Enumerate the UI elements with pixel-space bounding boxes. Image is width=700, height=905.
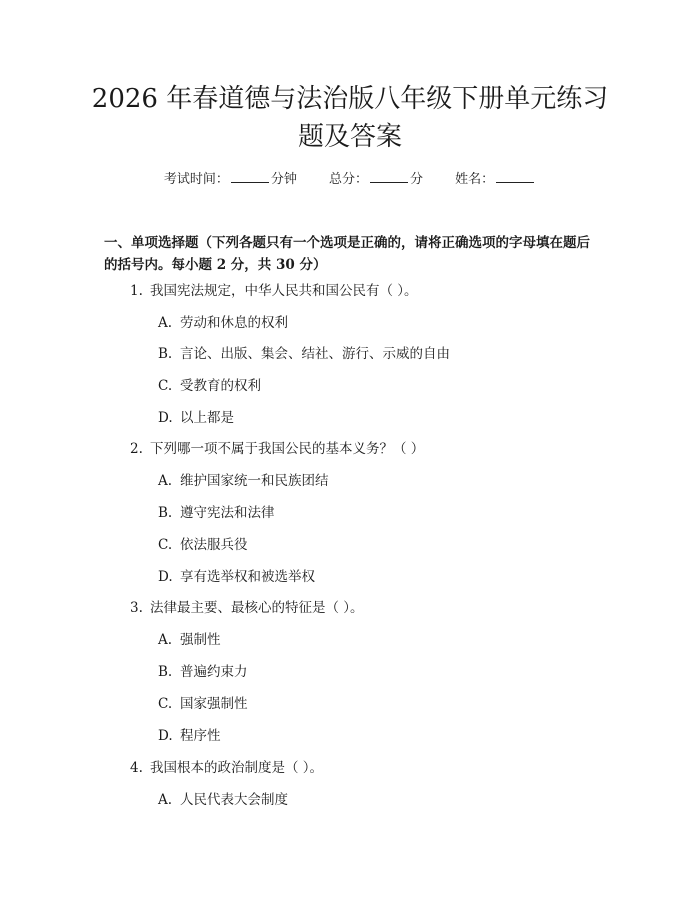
student-name bbox=[455, 172, 536, 187]
option-text: 依法服兵役 bbox=[180, 537, 248, 553]
question-3-option-d bbox=[158, 727, 221, 745]
question-4-option-a bbox=[158, 791, 288, 809]
option-text: 享有选举权和被选举权 bbox=[180, 569, 315, 585]
student-name-blank bbox=[496, 170, 534, 183]
option-letter: D. bbox=[158, 410, 173, 426]
option-text: 遵守宪法和法律 bbox=[180, 505, 275, 521]
option-letter: D. bbox=[158, 728, 173, 744]
question-text: 法律最主要、最核心的特征是（ ）。 bbox=[150, 600, 364, 616]
question-3-option-b bbox=[158, 663, 248, 681]
option-text: 程序性 bbox=[180, 728, 221, 744]
option-text: 维护国家统一和民族团结 bbox=[180, 473, 329, 489]
exam-time-unit: 分钟 bbox=[270, 172, 297, 187]
question-number: 4. bbox=[130, 760, 143, 776]
question-1-option-d bbox=[158, 409, 234, 427]
option-letter: C. bbox=[158, 696, 173, 712]
question-1-option-c bbox=[158, 377, 261, 395]
question-2 bbox=[130, 440, 424, 458]
question-2-option-c bbox=[158, 536, 248, 554]
student-name-label: 姓名： bbox=[455, 172, 495, 187]
option-text: 言论、出版、集会、结社、游行、示威的自由 bbox=[180, 346, 450, 362]
option-text: 国家强制性 bbox=[180, 696, 248, 712]
total-score-unit: 分 bbox=[410, 172, 424, 187]
question-text: 我国宪法规定，中华人民共和国公民有（ ）。 bbox=[150, 283, 418, 299]
option-text: 人民代表大会制度 bbox=[180, 792, 288, 808]
option-text: 受教育的权利 bbox=[180, 378, 261, 394]
question-number: 1. bbox=[130, 283, 143, 299]
option-letter: D. bbox=[158, 569, 173, 585]
question-2-option-b bbox=[158, 504, 275, 522]
option-letter: A. bbox=[158, 315, 173, 331]
option-letter: B. bbox=[158, 664, 173, 680]
option-text: 以上都是 bbox=[180, 410, 234, 426]
total-score-label: 总分： bbox=[328, 172, 368, 187]
question-3-option-a bbox=[158, 631, 221, 649]
total-score-blank bbox=[370, 170, 408, 183]
section-heading: 一、单项选择题（下列各题只有一个选项是正确的，请将正确选项的字母填在题后的括号内。每小题 2 分，共 30 分） bbox=[104, 235, 590, 273]
question-3-option-c bbox=[158, 695, 248, 713]
question-1-option-b bbox=[158, 345, 450, 363]
question-number: 3. bbox=[130, 600, 143, 616]
exam-time-blank bbox=[231, 170, 269, 183]
question-2-option-a bbox=[158, 472, 329, 490]
option-letter: B. bbox=[158, 505, 173, 521]
question-3 bbox=[130, 599, 364, 617]
option-letter: A. bbox=[158, 792, 173, 808]
option-text: 普遍约束力 bbox=[180, 664, 248, 680]
option-letter: A. bbox=[158, 473, 173, 489]
exam-info-line bbox=[0, 168, 700, 187]
option-letter: B. bbox=[158, 346, 173, 362]
question-number: 2. bbox=[130, 441, 143, 457]
document-title: 2026 年春道德与法治版八年级下册单元练习题及答案 bbox=[91, 84, 609, 152]
option-letter: C. bbox=[158, 537, 173, 553]
question-1 bbox=[130, 282, 418, 300]
option-text: 劳动和休息的权利 bbox=[180, 315, 288, 331]
option-letter: A. bbox=[158, 632, 173, 648]
question-4 bbox=[130, 759, 323, 777]
question-text: 我国根本的政治制度是（ ）。 bbox=[150, 760, 324, 776]
exam-time bbox=[164, 172, 297, 187]
question-1-option-a bbox=[158, 314, 288, 332]
total-score bbox=[329, 172, 423, 187]
question-text: 下列哪一项不属于我国公民的基本义务？（ ） bbox=[150, 441, 425, 457]
exam-time-label: 考试时间： bbox=[163, 172, 229, 187]
question-2-option-d bbox=[158, 568, 315, 586]
option-letter: C. bbox=[158, 378, 173, 394]
option-text: 强制性 bbox=[180, 632, 221, 648]
